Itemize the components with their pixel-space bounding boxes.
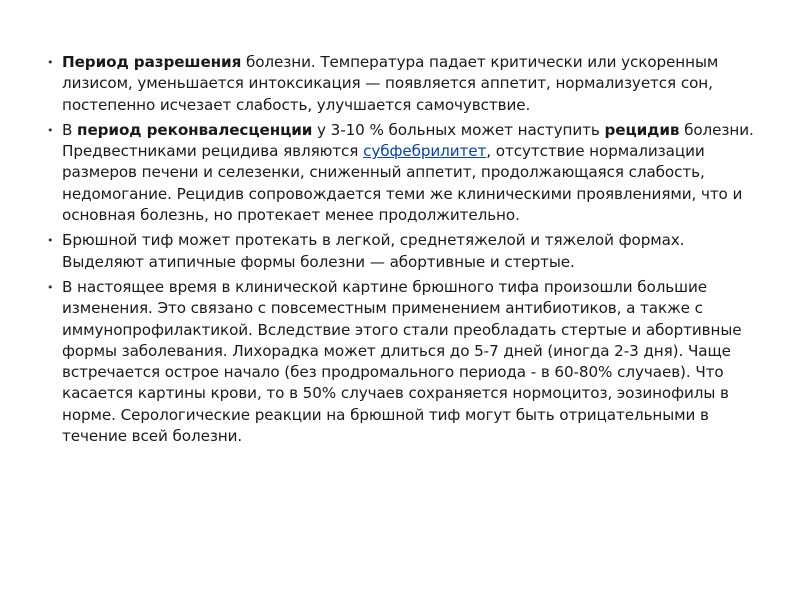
paragraph-text: болезни. Температура падает критически или ускоренным лизисом, уменьшается интоксикация — появляется аппетит, нормализуется сон, постепенно исчезает слабость, улучшается самочувствие.	[62, 53, 719, 114]
term-resolution-period: Период разрешения	[62, 53, 242, 71]
bullet-icon: •	[47, 234, 54, 248]
paragraph-text: болезни. Предвестниками рецидива являются	[62, 120, 754, 161]
paragraph-text: В настоящее время в клинической картине брюшного тифа произошли большие изменения. Это связано с повсеместным применением антибиотиков, а также с иммунопрофилактикой. Вследствие этого стали преобладать стертые и абортивные формы заболевания. Лихорадка может длиться до 5-7 дней (иногда 2-3 дня). Чаще встречается острое начало (без продромального периода - в 60-80% случаев). Что касается картины крови, то в 50% случаев сохраняется нормоцитоз, эозинофилы в норме. Серологические реакции на брюшной тиф могут быть отрицательными в течение всей болезни.	[62, 277, 742, 446]
paragraph-text: В	[62, 120, 78, 139]
bullet-icon: •	[47, 123, 54, 137]
bullet-icon: •	[47, 280, 54, 294]
term-relapse: рецидив	[604, 120, 680, 139]
slide-content	[47, 52, 757, 451]
bullet-item-clinical-changes	[47, 277, 757, 447]
paragraph-text: Брюшной тиф может протекать в легкой, среднетяжелой и тяжелой формах. Выделяют атипичные формы болезни — абортивные и стертые.	[62, 231, 685, 271]
bullet-item-resolution-period	[47, 52, 757, 116]
bullet-list	[47, 52, 757, 447]
bullet-item-convalescence-period	[47, 120, 757, 226]
term-convalescence-period: период реконвалесценции	[77, 120, 313, 139]
paragraph-text: у 3-10 % больных может наступить	[312, 120, 605, 139]
subfebrile-link[interactable]: субфебрилитет	[363, 142, 487, 161]
bullet-item-forms	[47, 230, 757, 273]
paragraph-text: , отсутствие нормализации размеров печени и селезенки, сниженный аппетит, продолжающаяся слабость, недомогание. Рецидив сопровождается теми же клиническими проявлениями, что и основная болезнь, но протекает менее продолжительно.	[62, 142, 743, 225]
bullet-icon: •	[47, 56, 54, 69]
